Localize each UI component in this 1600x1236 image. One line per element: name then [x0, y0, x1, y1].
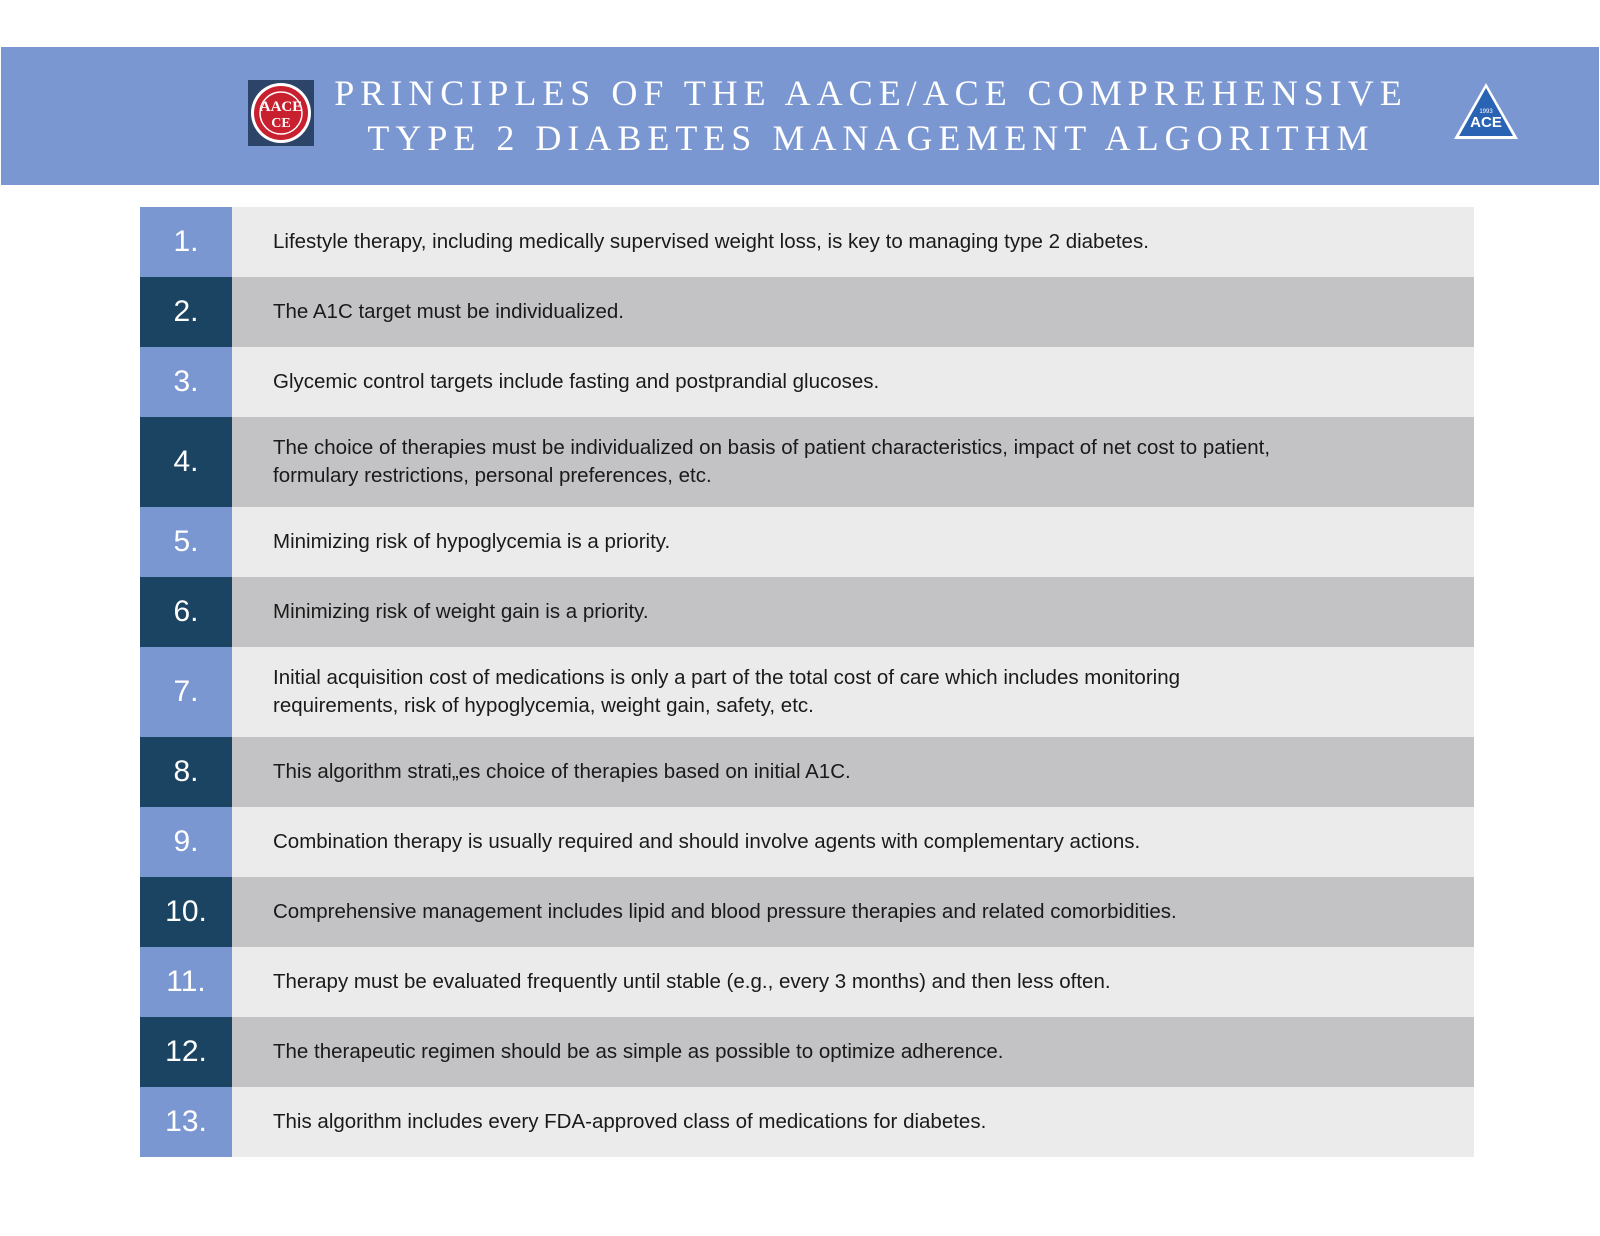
- principle-text: Comprehensive management includes lipid and blood pressure therapies and related comorbidities.: [232, 877, 1474, 947]
- principles-table: [140, 207, 1474, 1157]
- principle-number: 13.: [140, 1087, 232, 1157]
- principle-text: The A1C target must be individualized.: [232, 277, 1474, 347]
- principle-number: 3.: [140, 347, 232, 417]
- principle-text: The choice of therapies must be individualized on basis of patient characteristics, impact of net cost to patient, formulary restrictions, personal preferences, etc.: [232, 417, 1474, 507]
- principle-text: Minimizing risk of weight gain is a priority.: [232, 577, 1474, 647]
- principle-number: 12.: [140, 1017, 232, 1087]
- ace-logo-year: 1993: [1479, 109, 1493, 115]
- title-line-1: PRINCIPLES OF THE AACE/ACE COMPREHENSIVE: [334, 73, 1408, 113]
- principle-number: 6.: [140, 577, 232, 647]
- principle-text: Glycemic control targets include fasting and postprandial glucoses.: [232, 347, 1474, 417]
- principle-row: [140, 647, 1474, 737]
- principle-text: Minimizing risk of hypoglycemia is a priority.: [232, 507, 1474, 577]
- principle-row: [140, 507, 1474, 577]
- principle-row: [140, 807, 1474, 877]
- page-title: [331, 71, 1411, 161]
- principle-number: 2.: [140, 277, 232, 347]
- principle-row: [140, 207, 1474, 277]
- principle-number: 1.: [140, 207, 232, 277]
- principle-row: [140, 277, 1474, 347]
- principle-number: 7.: [140, 647, 232, 737]
- principle-number: 8.: [140, 737, 232, 807]
- principle-number: 5.: [140, 507, 232, 577]
- principle-number: 9.: [140, 807, 232, 877]
- title-line-2: TYPE 2 DIABETES MANAGEMENT ALGORITHM: [367, 118, 1375, 158]
- principle-row: [140, 947, 1474, 1017]
- principle-row: [140, 737, 1474, 807]
- principle-text: Lifestyle therapy, including medically supervised weight loss, is key to managing type 2 diabetes.: [232, 207, 1474, 277]
- aace-logo-text-top: AACE: [259, 99, 303, 115]
- principle-row: [140, 577, 1474, 647]
- svg-text:CE: CE: [271, 116, 291, 131]
- aace-seal-logo: [248, 80, 314, 146]
- principle-row: [140, 417, 1474, 507]
- header-banner: [1, 47, 1599, 185]
- principle-text: The therapeutic regimen should be as simple as possible to optimize adherence.: [232, 1017, 1474, 1087]
- principle-number: 10.: [140, 877, 232, 947]
- principle-number: 11.: [140, 947, 232, 1017]
- principle-text: This algorithm strati„es choice of therapies based on initial A1C.: [232, 737, 1474, 807]
- principle-row: [140, 1087, 1474, 1157]
- principle-text: Therapy must be evaluated frequently until stable (e.g., every 3 months) and then less often.: [232, 947, 1474, 1017]
- principle-row: [140, 347, 1474, 417]
- principle-row: [140, 1017, 1474, 1087]
- ace-triangle-logo: [1452, 81, 1520, 141]
- principle-row: [140, 877, 1474, 947]
- principle-text: Initial acquisition cost of medications is only a part of the total cost of care which includes monitoring requirements, risk of hypoglycemia, weight gain, safety, etc.: [232, 647, 1474, 737]
- principle-text: Combination therapy is usually required and should involve agents with complementary actions.: [232, 807, 1474, 877]
- principle-text: This algorithm includes every FDA-approved class of medications for diabetes.: [232, 1087, 1474, 1157]
- principle-number: 4.: [140, 417, 232, 507]
- ace-logo-text: ACE: [1470, 114, 1502, 131]
